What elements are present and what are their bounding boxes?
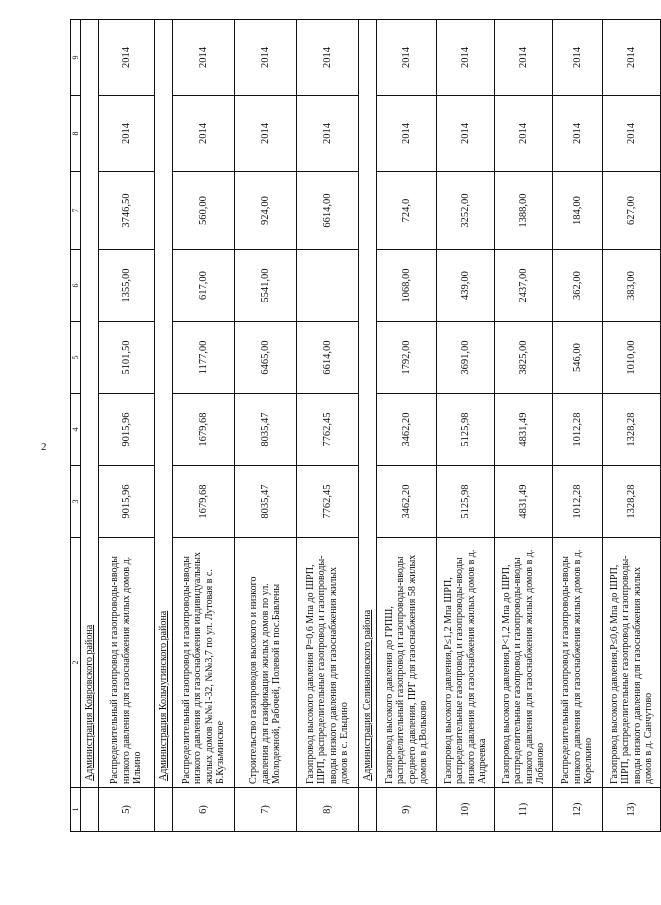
cell-col5: 1177,00 [173,322,235,394]
cell-col3: 3462,20 [377,466,437,538]
row-index: 7) [235,788,297,832]
cell-col3: 7762,45 [297,466,359,538]
cell-col4: 9015,96 [99,394,155,466]
section-row [155,20,173,832]
gas-pipeline-table [70,19,661,832]
cell-col9: 2014 [297,20,359,96]
row-description: Газопровод высокого давления,Р≤0,6 Мпа до ШРП, ШРП, распределительные газопровод и газопроводы-вводы низкого давления для газоснабжения жилых домов в д. Санчутово [603,538,661,788]
cell-col3: 5125,98 [437,466,495,538]
cell-col5: 3691,00 [437,322,495,394]
cell-col7: 627,00 [603,172,661,250]
cell-col3: 8035,47 [235,466,297,538]
section-blank [81,788,99,832]
cell-col9: 2014 [553,20,603,96]
cell-col3: 9015,96 [99,466,155,538]
cell-col9: 2014 [437,20,495,96]
cell-col4: 1679,68 [173,394,235,466]
cell-col4: 1012,28 [553,394,603,466]
cell-col8: 2014 [99,96,155,172]
cell-col6 [297,250,359,322]
cell-col7: 560,00 [173,172,235,250]
header-cell: 2 [71,538,81,788]
table-row [99,20,155,832]
row-index: 10) [437,788,495,832]
cell-col4: 4831,49 [495,394,553,466]
table-row [377,20,437,832]
row-description: Распределительный газопровод и газопроводы-вводы низкого давления для газоснабжения жилых домов в д. Корелкино [553,538,603,788]
cell-col6: 362,00 [553,250,603,322]
cell-col3: 1012,28 [553,466,603,538]
rotated-table-container [70,20,655,832]
cell-col9: 2014 [173,20,235,96]
cell-col8: 2014 [603,96,661,172]
cell-col7: 924,00 [235,172,297,250]
cell-col7: 1388,00 [495,172,553,250]
cell-col7: 184,00 [553,172,603,250]
row-description: Газопровод высокого давления Р=0,6 Мпа до ШРП, ШРП, распределительные газопровод и газопроводы-вводы низкого давления для газоснабжения жилых домов в с. Ельцино [297,538,359,788]
cell-col8: 2014 [495,96,553,172]
table-row [553,20,603,832]
row-index: 9) [377,788,437,832]
header-cell: 9 [71,20,81,96]
section-blank [155,788,173,832]
cell-col5: 6465,00 [235,322,297,394]
cell-col8: 2014 [377,96,437,172]
cell-col5: 6614,00 [297,322,359,394]
cell-col9: 2014 [377,20,437,96]
header-row [71,20,81,832]
row-description: Газопровод высокого давления до ГРПШ, распределительный газопровод и газопроводы-вводы среднего давления, ПРГ для газоснабжения 58 жилых домов в д.Вольково [377,538,437,788]
cell-col6: 439,00 [437,250,495,322]
table-row [297,20,359,832]
cell-col5: 5101,50 [99,322,155,394]
section-row [81,20,99,832]
header-cell: 4 [71,394,81,466]
cell-col6: 1068,00 [377,250,437,322]
cell-col4: 5125,98 [437,394,495,466]
section-title: Администрация Кольчугинского района [155,20,173,788]
row-index: 5) [99,788,155,832]
cell-col5: 3825,00 [495,322,553,394]
cell-col4: 1328,28 [603,394,661,466]
cell-col7: 3252,00 [437,172,495,250]
table-row [495,20,553,832]
cell-col6: 2437,00 [495,250,553,322]
table-row [437,20,495,832]
cell-col9: 2014 [495,20,553,96]
cell-col5: 1010,00 [603,322,661,394]
cell-col3: 1328,28 [603,466,661,538]
header-cell: 3 [71,466,81,538]
cell-col3: 4831,49 [495,466,553,538]
cell-col5: 546,00 [553,322,603,394]
header-cell: 6 [71,250,81,322]
page-number: 2 [41,441,47,453]
cell-col3: 1679,68 [173,466,235,538]
cell-col5: 1792,00 [377,322,437,394]
cell-col6: 5541,00 [235,250,297,322]
cell-col9: 2014 [603,20,661,96]
cell-col4: 8035,47 [235,394,297,466]
row-description: Газопровод высокого давления,Р≤1,2 Мпа ШРП, распределительные газопровод и газопроводы-вводы низкого давления для газоснабжения жилых домов в д. Андреевка [437,538,495,788]
cell-col7: 3746,50 [99,172,155,250]
cell-col6: 1355,00 [99,250,155,322]
cell-col6: 383,00 [603,250,661,322]
header-cell: 5 [71,322,81,394]
cell-col9: 2014 [99,20,155,96]
cell-col8: 2014 [437,96,495,172]
cell-col7: 724,0 [377,172,437,250]
section-row [359,20,377,832]
table-row [173,20,235,832]
header-cell: 1 [71,788,81,832]
row-description: Строительство газопроводов высокого и низкого давления для газификации жилых домов по ул. Молодежной, Рабочей, Полевой в пос.Бавлены [235,538,297,788]
section-blank [359,788,377,832]
cell-col8: 2014 [297,96,359,172]
cell-col7: 6614,00 [297,172,359,250]
table-row [235,20,297,832]
row-description: Газопровод высокого давления,Р<1,2 Мпа до ШРП, распределительные газопровод и газопроводы-вводы низкого давления для газоснабжения жилых домов в д. Лобаново [495,538,553,788]
row-index: 13) [603,788,661,832]
table-row [603,20,661,832]
row-description: Распределительный газопровод и газопроводы-вводы низкого давления для газоснабжения индивидуальных жилых домов №№1-32, №№3,7 по ул. Лутовая в с. Б.Кузьминское [173,538,235,788]
cell-col8: 2014 [173,96,235,172]
cell-col8: 2014 [235,96,297,172]
cell-col4: 7762,45 [297,394,359,466]
row-description: Распределительный газопровод и газопроводы-вводы низкого давления для газоснабжения жилых домов д. Ильино [99,538,155,788]
cell-col9: 2014 [235,20,297,96]
cell-col8: 2014 [553,96,603,172]
row-index: 8) [297,788,359,832]
header-cell: 8 [71,96,81,172]
cell-col4: 3462,20 [377,394,437,466]
section-title: Администрация Ковровского района [81,20,99,788]
header-cell: 7 [71,172,81,250]
cell-col6: 617,00 [173,250,235,322]
row-index: 11) [495,788,553,832]
row-index: 12) [553,788,603,832]
row-index: 6) [173,788,235,832]
section-title: Администрация Селивановского района [359,20,377,788]
